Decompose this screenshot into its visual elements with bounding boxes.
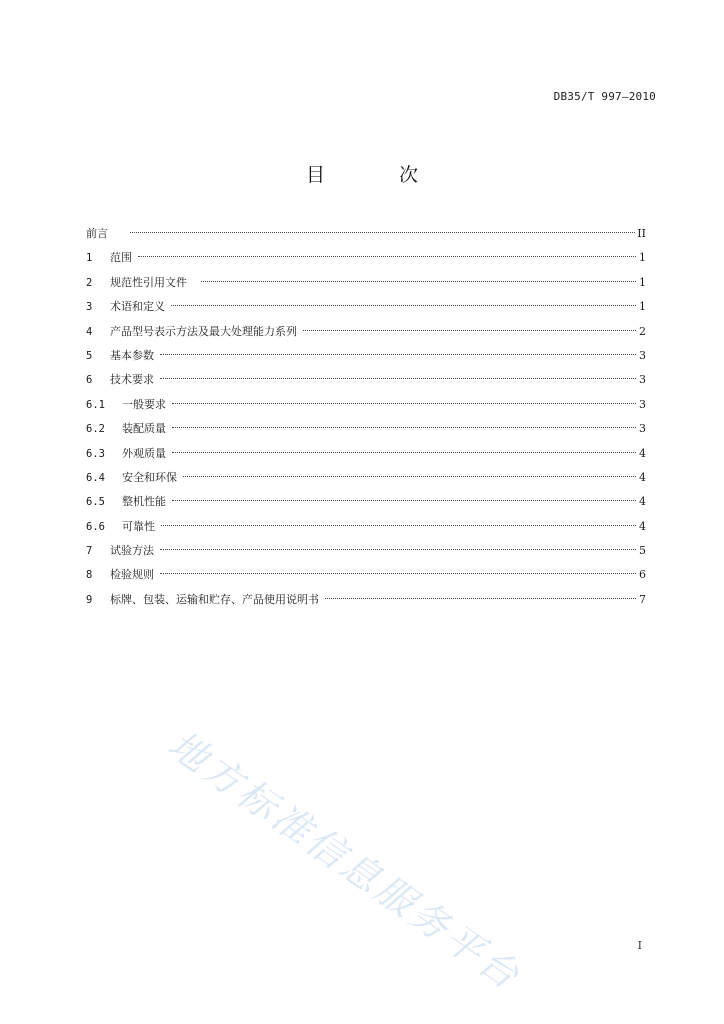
toc-entry-9[interactable] [86,588,646,612]
dot-leader [161,525,636,526]
toc-entry-text: 整机性能 [122,495,166,509]
toc-entry-text: 检验规则 [110,568,154,582]
toc-entry-number: 7 [86,545,93,558]
dot-leader [183,476,636,477]
toc-entry-text: 基本参数 [110,348,154,362]
toc-entry-page: 7 [639,592,646,606]
toc-entry-6-5[interactable] [86,490,646,514]
toc-entry-text: 产品型号表示方法及最大处理能力系列 [110,324,297,338]
toc-entry-page: 6 [639,568,646,582]
toc-entry-text: 规范性引用文件 [110,275,187,289]
standard-code: DB35/T 997—2010 [553,90,656,103]
dot-leader [303,330,636,331]
toc-entry-number: 3 [86,301,93,314]
toc-entry-text: 技术要求 [110,373,154,387]
toc-entry-text: 一般要求 [122,397,166,411]
toc-entry-6[interactable] [86,368,646,392]
toc-entry-number: 6 [86,374,93,387]
toc-entry-5[interactable] [86,344,646,368]
table-of-contents [86,222,646,612]
toc-entry-page: 4 [639,495,646,509]
dot-leader [172,403,636,404]
toc-entry-number: 5 [86,349,93,362]
toc-entry-2[interactable] [86,271,646,295]
toc-entry-6-1[interactable] [86,393,646,417]
toc-entry-number: 6.6 [86,520,105,533]
toc-entry-text: 安全和环保 [122,470,177,484]
toc-entry-number: 8 [86,569,93,582]
toc-entry-page: 4 [639,519,646,533]
page-number: I [637,939,642,952]
toc-entry-7[interactable] [86,539,646,563]
toc-entry-8[interactable] [86,563,646,587]
toc-entry-text: 可靠性 [122,519,155,533]
toc-entry-1[interactable] [86,246,646,270]
toc-entry-text: 标牌、包装、运输和贮存、产品使用说明书 [110,592,319,606]
toc-entry-page: 1 [639,300,646,314]
dot-leader [160,378,636,379]
toc-entry-page: 1 [639,275,646,289]
toc-entry-6-4[interactable] [86,466,646,490]
dot-leader [325,598,636,599]
toc-entry-page: II [637,227,646,240]
watermark: 地方标准信息服务平台 [160,722,530,1000]
toc-entry-6-3[interactable] [86,442,646,466]
toc-entry-page: 4 [639,446,646,460]
dot-leader [160,573,636,574]
dot-leader [172,452,636,453]
dot-leader [172,500,636,501]
toc-entry-page: 2 [639,324,646,338]
toc-entry-text: 装配质量 [122,422,166,436]
dot-leader [160,549,636,550]
toc-entry-number: 6.4 [86,471,105,484]
toc-entry-page: 3 [639,348,646,362]
toc-entry-page: 1 [639,251,646,265]
toc-entry-number: 2 [86,276,93,289]
toc-entry-page: 3 [639,373,646,387]
toc-entry-text: 试验方法 [110,544,154,558]
toc-entry-page: 3 [639,397,646,411]
toc-entry-number: 4 [86,325,93,338]
dot-leader [172,427,636,428]
dot-leader [130,232,635,233]
toc-entry-page: 4 [639,470,646,484]
toc-entry-page: 5 [639,544,646,558]
toc-entry-foreword[interactable] [86,222,646,246]
toc-entry-6-2[interactable] [86,417,646,441]
toc-entry-6-6[interactable] [86,515,646,539]
dot-leader [138,256,636,257]
dot-leader [160,354,636,355]
dot-leader [201,281,636,282]
toc-entry-number: 6.3 [86,447,105,460]
toc-entry-3[interactable] [86,295,646,319]
toc-entry-text: 外观质量 [122,446,166,460]
toc-entry-text: 范围 [110,251,132,265]
toc-entry-number: 1 [86,252,93,265]
dot-leader [171,305,636,306]
toc-entry-page: 3 [639,422,646,436]
page-title: 目 次 [305,164,453,186]
toc-entry-number: 9 [86,593,93,606]
toc-entry-number: 6.2 [86,423,105,436]
toc-entry-number: 6.5 [86,496,105,509]
toc-entry-number: 6.1 [86,398,105,411]
toc-entry-text: 术语和定义 [110,300,165,314]
toc-entry-text: 前言 [86,227,108,240]
toc-entry-4[interactable] [86,320,646,344]
